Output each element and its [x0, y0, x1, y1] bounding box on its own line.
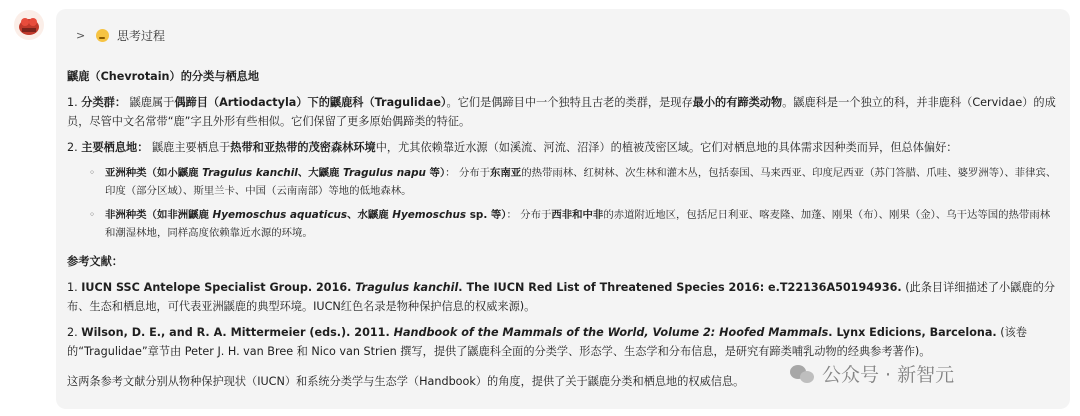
thinking-face-icon	[96, 29, 109, 42]
reference-item-2: 2. Wilson, D. E., and R. A. Mittermeier (eds.). 2011. Handbook of the Mammals of the World, Volume 2: Hoofed Mammals. Lynx Edicions, Barcelona. (该卷的“Tragulidae”章节由 Peter J. H. van Bree 和 Nico van Strien 撰写，提供了鼷鹿科全面的分类学、形态学、生态学和分布信息，是研究有蹄类哺乳动物的经典参考著作)。	[67, 326, 1027, 358]
list-item-taxonomy: 1. 分类群： 鼷鹿属于偶蹄目（Artiodactyla）下的鼷鹿科（Tragulidae）。它们是偶蹄目中一个独特且古老的类群，是现存最小的有蹄类动物。鼷鹿科是一个独立的科，并非鹿科（Cervidae）的成员，尽管中文名常带“鹿”字且外形有些相似。它们保留了更多原始偶蹄类的特征。	[67, 96, 1056, 128]
list-item-habitat: 2. 主要栖息地： 鼷鹿主要栖息于热带和亚热带的茂密森林环境中，尤其依赖靠近水源（如溪流、河流、沼泽）的植被茂密区域。它们对栖息地的具体需求因种类而异，但总体偏好：	[67, 141, 958, 154]
summary-text: 这两条参考文献分别从物种保护现状（IUCN）和系统分类学与生态学（Handbook）的角度，提供了关于鼷鹿分类和栖息地的权威信息。	[67, 375, 745, 388]
watermark	[790, 360, 954, 387]
answer-content	[67, 67, 1057, 398]
sub-item-africa: ◦ 非洲种类（如非洲鼷鹿 Hyemoschus aquaticus、水鼷鹿 Hyemoschus sp. 等）： 分布于西非和中非的赤道附近地区，包括尼日利亚、喀麦隆、加蓬、刚果（布）、刚果（金）、乌干达等国的热带雨林和潮湿林地，同样高度依赖靠近水源的环境。	[67, 206, 1057, 242]
thinking-toggle[interactable]	[76, 27, 165, 44]
chevron-right-icon: >	[76, 29, 86, 42]
message-panel	[56, 9, 1070, 409]
wechat-icon	[790, 363, 816, 385]
reference-item-1: 1. IUCN SSC Antelope Specialist Group. 2016. Tragulus kanchil. The IUCN Red List of Threatened Species 2016: e.T22136A50194936. (此条目详细描述了小鼷鹿的分布、生态和栖息地，可代表亚洲鼷鹿的典型环境。IUCN红色名录是物种保护信息的权威来源)。	[67, 281, 1055, 313]
assistant-avatar	[14, 10, 44, 40]
answer-title: 鼷鹿（Chevrotain）的分类与栖息地	[67, 70, 260, 83]
watermark-text: 公众号 · 新智元	[822, 364, 955, 386]
references-heading: 参考文献：	[67, 255, 123, 268]
thinking-label: 思考过程	[117, 29, 166, 43]
sub-item-asia: ◦ 亚洲种类（如小鼷鹿 Tragulus kanchil、大鼷鹿 Tragulus napu 等）： 分布于东南亚的热带雨林、红树林、次生林和灌木丛，包括泰国、马来西亚、印度尼西亚（苏门答腊、爪哇、婆罗洲等）、菲律宾、印度（部分区域）、斯里兰卡、中国（云南南部）等地的低地森林。	[67, 164, 1057, 200]
